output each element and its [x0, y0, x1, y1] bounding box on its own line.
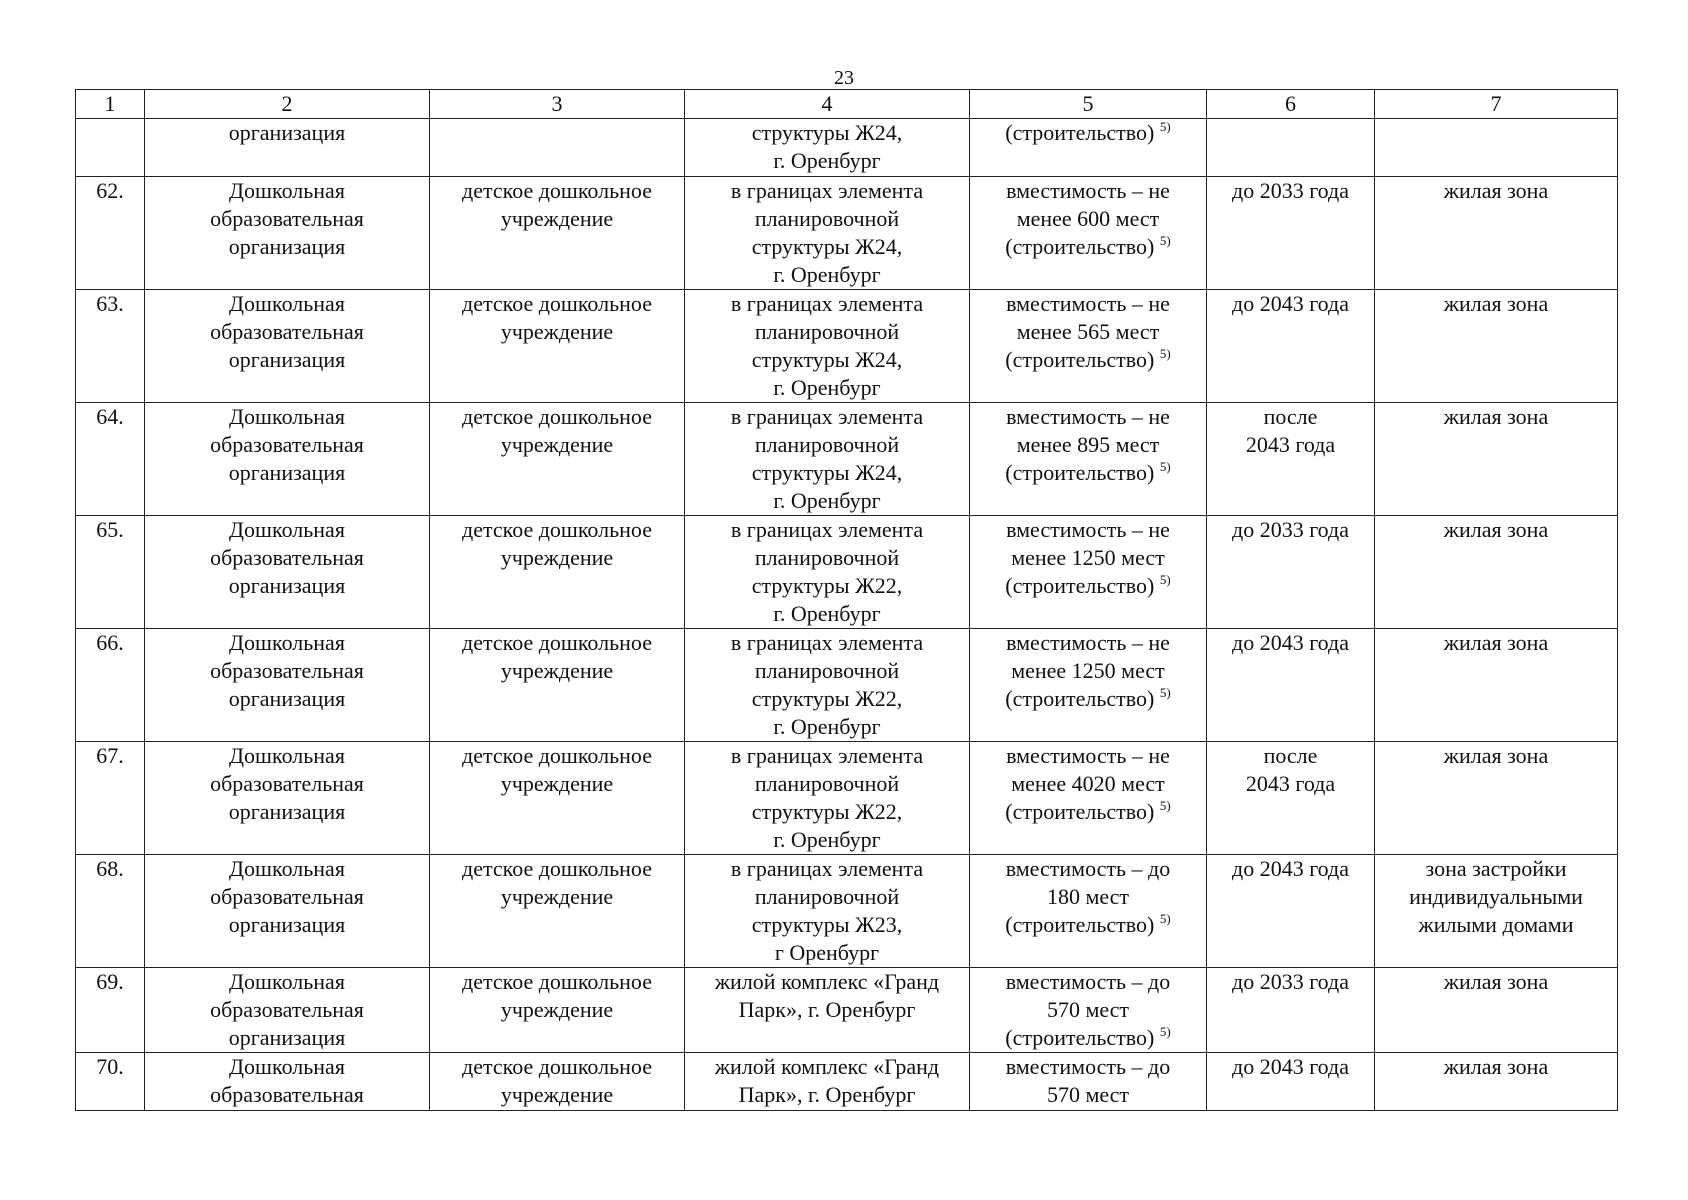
row-number: 69.: [76, 968, 145, 1053]
column-header: 3: [430, 90, 685, 119]
facility-zone: [1375, 119, 1618, 177]
row-number: [76, 119, 145, 177]
facility-capacity: вместимость – до 570 мест: [970, 1053, 1207, 1111]
facility-capacity: вместимость – до 570 мест (строительство) $^{5)}$: [970, 968, 1207, 1053]
facility-name: Дошкольная образовательная организация: [145, 290, 430, 403]
facility-name: Дошкольная образовательная организация: [145, 629, 430, 742]
facility-location: в границах элемента планировочной структуры Ж22, г. Оренбург: [685, 742, 970, 855]
facility-zone: жилая зона: [1375, 742, 1618, 855]
facility-zone: жилая зона: [1375, 629, 1618, 742]
facility-zone: жилая зона: [1375, 968, 1618, 1053]
facility-type: детское дошкольное учреждение: [430, 742, 685, 855]
facility-type: детское дошкольное учреждение: [430, 403, 685, 516]
row-number: 70.: [76, 1053, 145, 1111]
facility-type: детское дошкольное учреждение: [430, 629, 685, 742]
facility-type: детское дошкольное учреждение: [430, 516, 685, 629]
facility-deadline: до 2043 года: [1207, 1053, 1375, 1111]
footnote-mark: 5): [1159, 685, 1171, 700]
row-number: 66.: [76, 629, 145, 742]
column-number-row: [76, 90, 1618, 119]
table-row: [76, 1053, 1618, 1111]
footnote-mark: 5): [1159, 1024, 1171, 1039]
facility-deadline: до 2043 года: [1207, 290, 1375, 403]
facility-location: в границах элемента планировочной структуры Ж22, г. Оренбург: [685, 629, 970, 742]
facility-location: в границах элемента планировочной структуры Ж24, г. Оренбург: [685, 290, 970, 403]
column-header: 4: [685, 90, 970, 119]
facility-type: детское дошкольное учреждение: [430, 1053, 685, 1111]
facility-zone: зона застройки индивидуальными жилыми домами: [1375, 855, 1618, 968]
row-number: 67.: [76, 742, 145, 855]
table-row: [76, 516, 1618, 629]
facility-deadline: до 2033 года: [1207, 968, 1375, 1053]
column-header: 6: [1207, 90, 1375, 119]
table-row: [76, 855, 1618, 968]
column-header: 5: [970, 90, 1207, 119]
facility-type: детское дошкольное учреждение: [430, 290, 685, 403]
footnote-mark: 5): [1159, 911, 1171, 926]
facility-type: детское дошкольное учреждение: [430, 177, 685, 290]
facility-capacity: вместимость – не менее 1250 мест (строительство) $^{5)}$: [970, 516, 1207, 629]
footnote-mark: 5): [1159, 346, 1171, 361]
row-number: 65.: [76, 516, 145, 629]
column-header: 2: [145, 90, 430, 119]
footnote-mark: 5): [1159, 233, 1171, 248]
footnote-mark: 5): [1159, 119, 1171, 134]
row-number: 63.: [76, 290, 145, 403]
facility-capacity: вместимость – не менее 895 мест (строительство) $^{5)}$: [970, 403, 1207, 516]
facility-zone: жилая зона: [1375, 290, 1618, 403]
facility-capacity: вместимость – не менее 565 мест (строительство) $^{5)}$: [970, 290, 1207, 403]
page-number: 23: [834, 67, 854, 89]
table-row: [76, 177, 1618, 290]
facility-deadline: до 2033 года: [1207, 177, 1375, 290]
facility-name: Дошкольная образовательная: [145, 1053, 430, 1111]
facility-capacity: вместимость – до 180 мест (строительство) $^{5)}$: [970, 855, 1207, 968]
continuation-row: [76, 119, 1618, 177]
facility-deadline: после 2043 года: [1207, 403, 1375, 516]
facility-type: детское дошкольное учреждение: [430, 968, 685, 1053]
row-number: 68.: [76, 855, 145, 968]
facility-capacity: (строительство) $^{5)}$: [970, 119, 1207, 177]
footnote-mark: 5): [1159, 459, 1171, 474]
facility-name: Дошкольная образовательная организация: [145, 968, 430, 1053]
facility-deadline: до 2043 года: [1207, 855, 1375, 968]
footnote-mark: 5): [1159, 798, 1171, 813]
facility-location: в границах элемента планировочной структуры Ж23, г Оренбург: [685, 855, 970, 968]
facility-location: в границах элемента планировочной структуры Ж24, г. Оренбург: [685, 403, 970, 516]
facility-zone: жилая зона: [1375, 177, 1618, 290]
facility-capacity: вместимость – не менее 4020 мест (строительство) $^{5)}$: [970, 742, 1207, 855]
facility-type: детское дошкольное учреждение: [430, 855, 685, 968]
footnote-mark: 5): [1159, 572, 1171, 587]
table-row: [76, 403, 1618, 516]
table-row: [76, 742, 1618, 855]
facility-location: жилой комплекс «Гранд Парк», г. Оренбург: [685, 968, 970, 1053]
facility-name: Дошкольная образовательная организация: [145, 855, 430, 968]
table-row: [76, 629, 1618, 742]
column-header: 7: [1375, 90, 1618, 119]
facility-deadline: [1207, 119, 1375, 177]
facilities-table: [75, 89, 1618, 1111]
facility-location: жилой комплекс «Гранд Парк», г. Оренбург: [685, 1053, 970, 1111]
facility-location: в границах элемента планировочной структуры Ж24, г. Оренбург: [685, 177, 970, 290]
facility-location: структуры Ж24, г. Оренбург: [685, 119, 970, 177]
facility-location: в границах элемента планировочной структуры Ж22, г. Оренбург: [685, 516, 970, 629]
facility-deadline: до 2033 года: [1207, 516, 1375, 629]
facility-name: Дошкольная образовательная организация: [145, 742, 430, 855]
facility-zone: жилая зона: [1375, 516, 1618, 629]
facility-deadline: до 2043 года: [1207, 629, 1375, 742]
facility-deadline: после 2043 года: [1207, 742, 1375, 855]
row-number: 62.: [76, 177, 145, 290]
facility-type: [430, 119, 685, 177]
facility-zone: жилая зона: [1375, 1053, 1618, 1111]
table-row: [76, 290, 1618, 403]
facility-zone: жилая зона: [1375, 403, 1618, 516]
facility-name: организация: [145, 119, 430, 177]
facility-name: Дошкольная образовательная организация: [145, 516, 430, 629]
column-header: 1: [76, 90, 145, 119]
row-number: 64.: [76, 403, 145, 516]
facility-capacity: вместимость – не менее 600 мест (строительство) $^{5)}$: [970, 177, 1207, 290]
facility-name: Дошкольная образовательная организация: [145, 177, 430, 290]
table-row: [76, 968, 1618, 1053]
facility-capacity: вместимость – не менее 1250 мест (строительство) $^{5)}$: [970, 629, 1207, 742]
facility-name: Дошкольная образовательная организация: [145, 403, 430, 516]
